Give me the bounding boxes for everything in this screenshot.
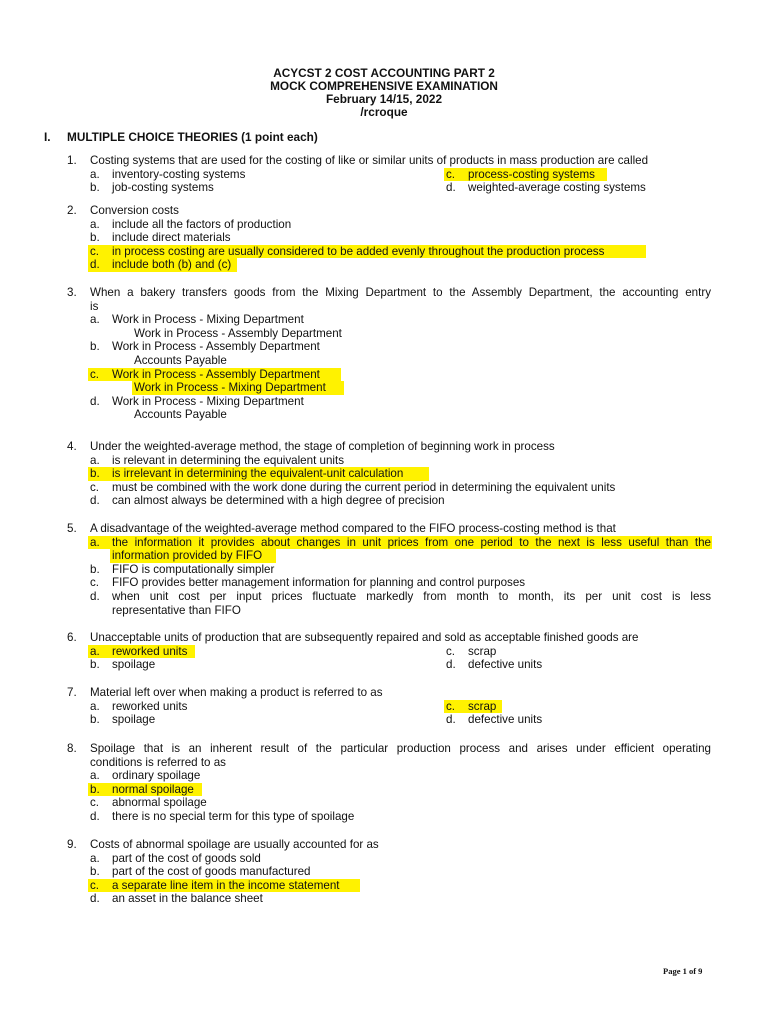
question-number: 2. (67, 204, 77, 217)
option-c-credit (134, 381, 326, 395)
option-text: Accounts Payable (134, 408, 227, 422)
option-text: representative than FIFO (112, 603, 241, 617)
option-text: must be combined with the work done during the current period in determining the equivalent units (112, 480, 616, 494)
option-text: reworked units (112, 699, 188, 713)
question-3 (67, 286, 712, 422)
option-text: Work in Process - Mixing Department (112, 313, 304, 327)
question-text: Costs of abnormal spoilage are usually accounted for as (90, 838, 379, 851)
question-text: When a bakery transfers goods from the Mixing Department to the Assembly Department, the accounting entry (90, 286, 711, 299)
option-text: abnormal spoilage (112, 796, 207, 810)
option-letter: a. (90, 851, 100, 865)
option-text: FIFO provides better management information for planning and control purposes (112, 576, 526, 590)
option-letter: d. (90, 892, 100, 906)
option-text: weighted-average costing systems (468, 181, 646, 195)
question-text: Conversion costs (90, 204, 179, 217)
option-letter: c. (446, 699, 456, 713)
option-d-cont (112, 604, 241, 618)
option-letter: a. (90, 535, 100, 549)
option-text: process-costing systems (468, 167, 595, 181)
option-letter: b. (90, 340, 100, 354)
question-text: A disadvantage of the weighted-average method compared to the FIFO process-costing method is that (90, 522, 616, 535)
exam-title: MOCK COMPREHENSIVE EXAMINATION (270, 79, 498, 93)
option-letter: b. (90, 865, 100, 879)
option-text: in process costing are usually considered to be added evenly throughout the production process (112, 244, 605, 258)
option-text: Work in Process - Mixing Department (134, 381, 326, 395)
option-letter: d. (446, 713, 456, 727)
option-text: Work in Process - Mixing Department (112, 394, 304, 408)
option-letter: d. (446, 658, 456, 672)
option-d-credit (134, 408, 227, 422)
question-text: Under the weighted-average method, the stage of completion of beginning work in process (90, 440, 555, 453)
option-text: inventory-costing systems (112, 167, 246, 181)
option-text: Work in Process - Assembly Department (112, 340, 320, 354)
option-text: reworked units (112, 644, 188, 658)
option-letter: d. (446, 181, 456, 195)
option-text: job-costing systems (112, 181, 214, 195)
question-number: 7. (67, 686, 77, 699)
question-text-cont: conditions is referred to as (90, 755, 226, 769)
option-letter: c. (90, 244, 100, 258)
question-number: 4. (67, 440, 77, 453)
option-letter: c. (446, 644, 456, 658)
section-title: MULTIPLE CHOICE THEORIES (1 point each) (67, 130, 318, 144)
option-text: include all the factors of production (112, 217, 292, 231)
option-text: can almost always be determined with a high degree of precision (112, 494, 445, 508)
option-text: part of the cost of goods manufactured (112, 865, 311, 879)
question-1 (67, 154, 712, 195)
option-a-cont (112, 549, 262, 563)
section-number: I. (44, 130, 51, 144)
question-number: 8. (67, 742, 77, 755)
option-text: include direct materials (112, 231, 231, 245)
option-text: include both (b) and (c) (112, 258, 232, 272)
exam-date: February 14/15, 2022 (325, 92, 443, 106)
option-text: when unit cost per input prices fluctuate markedly from month to month, its per unit cost is less (112, 589, 711, 603)
option-b-credit (134, 354, 227, 368)
option-letter: b. (90, 658, 100, 672)
option-text: spoilage (112, 713, 156, 727)
option-text: normal spoilage (112, 782, 194, 796)
option-letter: b. (90, 782, 100, 796)
option-letter: b. (90, 562, 100, 576)
option-letter: c. (90, 796, 100, 810)
option-letter: a. (90, 644, 100, 658)
option-letter: a. (90, 699, 100, 713)
option-text: part of the cost of goods sold (112, 851, 261, 865)
option-letter: a. (90, 313, 100, 327)
option-letter: d. (90, 589, 100, 603)
option-letter: a. (90, 769, 100, 783)
option-text: spoilage (112, 658, 156, 672)
course-title: ACYCST 2 COST ACCOUNTING PART 2 (273, 66, 495, 80)
option-text: defective units (468, 713, 543, 727)
option-text: is irrelevant in determining the equivalent-unit calculation (112, 467, 404, 481)
question-8 (67, 742, 712, 824)
option-text: a separate line item in the income statement (112, 878, 340, 892)
option-text: Accounts Payable (134, 353, 227, 367)
question-2 (67, 204, 712, 272)
option-text: there is no special term for this type of spoilage (112, 809, 355, 823)
option-letter: b. (90, 467, 100, 481)
question-9 (67, 838, 712, 906)
question-6 (67, 631, 712, 672)
author-tag: /rcroque (360, 105, 408, 119)
question-text: Costing systems that are used for the costing of like or similar units of products in mass production are called (90, 154, 649, 167)
option-letter: d. (90, 494, 100, 508)
option-letter: a. (90, 217, 100, 231)
option-text: Work in Process - Assembly Department (112, 367, 320, 381)
option-letter: c. (90, 878, 100, 892)
option-letter: c. (446, 167, 456, 181)
question-number: 5. (67, 522, 77, 535)
page-number: Page 1 of 9 (663, 966, 703, 976)
exam-header (0, 67, 768, 119)
question-number: 6. (67, 631, 77, 644)
option-letter: b. (90, 181, 100, 195)
question-text: Spoilage that is an inherent result of the particular production process and arises under efficient operating (90, 742, 711, 755)
question-text-cont: is (90, 299, 99, 313)
option-text: ordinary spoilage (112, 769, 201, 783)
option-letter: c. (90, 576, 100, 590)
option-letter: c. (90, 367, 100, 381)
option-text: defective units (468, 658, 543, 672)
option-letter: d. (90, 809, 100, 823)
option-text: an asset in the balance sheet (112, 892, 263, 906)
option-text: Work in Process - Assembly Department (134, 326, 342, 340)
option-letter: d. (90, 394, 100, 408)
option-letter: a. (90, 167, 100, 181)
option-letter: d. (90, 258, 100, 272)
question-4 (67, 440, 712, 508)
option-text: FIFO is computationally simpler (112, 562, 275, 576)
option-letter: b. (90, 231, 100, 245)
question-5 (67, 522, 712, 617)
question-7 (67, 686, 712, 727)
question-number: 1. (67, 154, 77, 167)
option-text: is relevant in determining the equivalent units (112, 453, 345, 467)
option-text: scrap (468, 699, 497, 713)
question-text: Material left over when making a product is referred to as (90, 686, 383, 699)
option-text: scrap (468, 644, 497, 658)
option-letter: b. (90, 713, 100, 727)
option-letter: a. (90, 453, 100, 467)
question-number: 3. (67, 286, 77, 299)
question-text: Unacceptable units of production that are subsequently repaired and sold as acceptable finished goods are (90, 631, 639, 644)
option-text: the information it provides about changes in unit prices from one period to the next is less useful than the (112, 535, 711, 549)
question-number: 9. (67, 838, 77, 851)
option-text: information provided by FIFO (112, 549, 263, 563)
option-letter: c. (90, 480, 100, 494)
option-a-credit (134, 327, 342, 341)
